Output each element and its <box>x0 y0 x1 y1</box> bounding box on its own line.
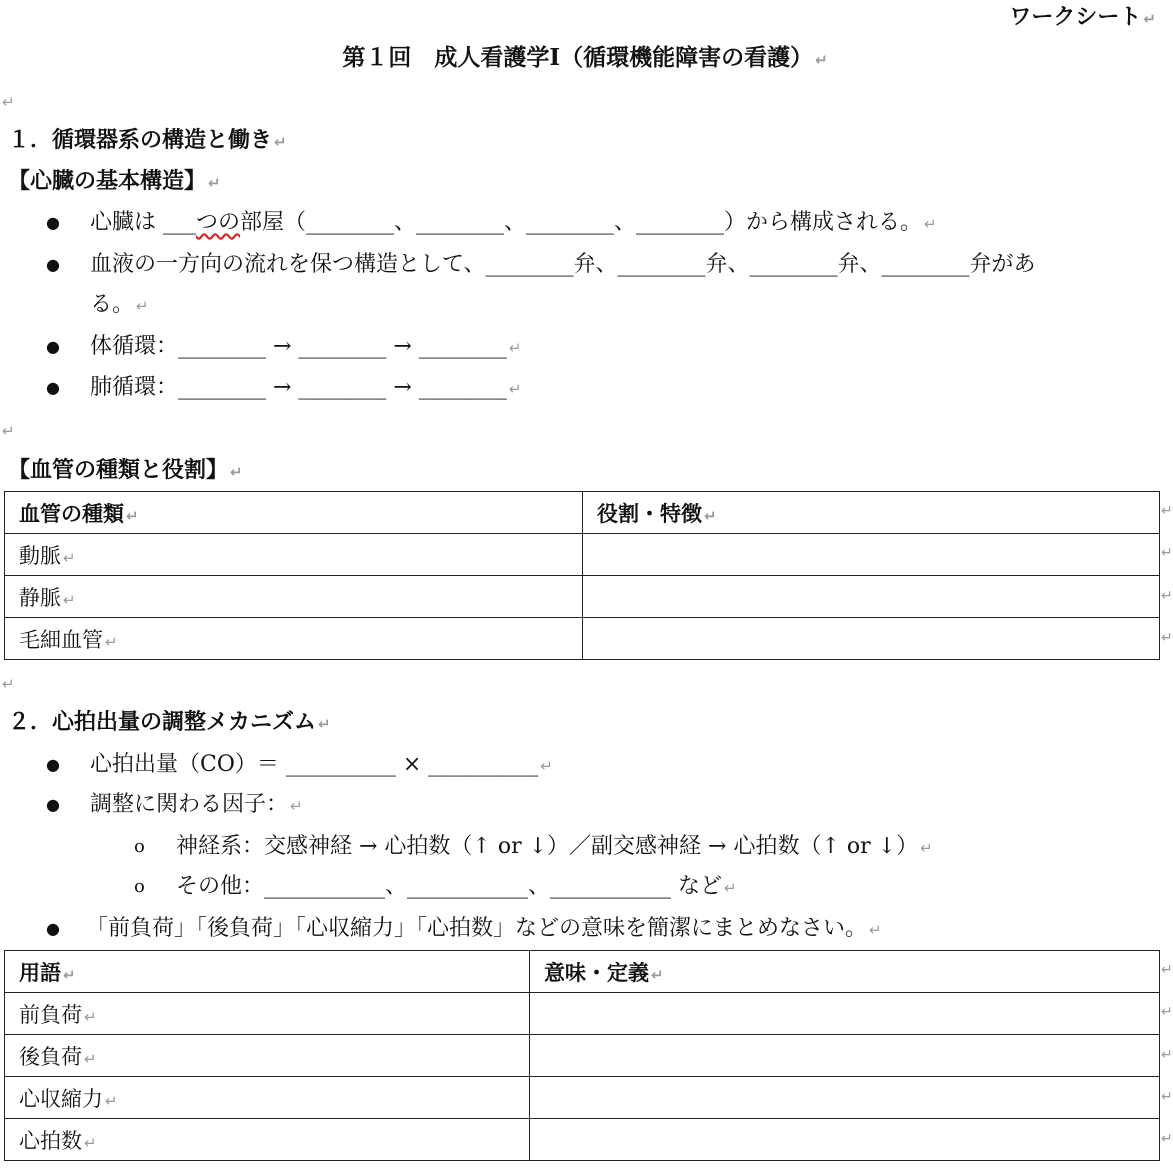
sub-bullet-circle: o <box>134 876 145 897</box>
row-end-mark: ↵ <box>1161 588 1173 604</box>
list-item-text: その他：___________、___________、___________ など ↵ <box>176 874 737 899</box>
table-cell[interactable]: 前負荷 ↵ <box>5 993 530 1035</box>
table-row <box>5 1035 1160 1077</box>
answer-cell[interactable] <box>583 618 1160 660</box>
list-item-text: 「前負荷」「後負荷」「心収縮力」「心拍数」などの意味を簡潔にまとめなさい。 ↵ <box>86 916 882 941</box>
table-header-cell[interactable]: 意味・定義 ↵ <box>530 951 1160 993</box>
bullet-dot: ● <box>46 378 60 397</box>
section1-heading: １．循環器系の構造と働き ↵ <box>8 127 287 153</box>
table-cell[interactable]: 心拍数 ↵ <box>5 1119 530 1161</box>
table-header-cell[interactable]: 用語 ↵ <box>5 951 530 993</box>
table-cell[interactable]: 毛細血管 ↵ <box>5 618 583 660</box>
table-header-cell[interactable]: 役割・特徴 ↵ <box>583 492 1160 534</box>
list-item-text: 肺循環：________ → ________ → ________ ↵ <box>90 375 522 400</box>
row-end-mark: ↵ <box>1161 962 1173 978</box>
answer-cell[interactable] <box>530 993 1160 1035</box>
table-cell[interactable]: 心収縮力 ↵ <box>5 1077 530 1119</box>
table-header-row <box>5 492 1160 534</box>
list-item-text: 心臓は ___つの部屋（________、________、________、________）から構成される。 ↵ <box>90 210 937 235</box>
bullet-dot: ● <box>46 755 60 774</box>
table-row <box>5 576 1160 618</box>
table-header-cell[interactable]: 血管の種類 ↵ <box>5 492 583 534</box>
bullet-dot: ● <box>46 337 60 356</box>
table-cell[interactable]: 動脈 ↵ <box>5 534 583 576</box>
empty-paragraph: ↵ <box>2 93 15 111</box>
row-end-mark: ↵ <box>1161 1047 1173 1063</box>
vessel-table <box>4 491 1160 660</box>
row-end-mark: ↵ <box>1161 1089 1173 1105</box>
table-cell[interactable]: 静脈 ↵ <box>5 576 583 618</box>
empty-paragraph: ↵ <box>2 675 15 693</box>
bullet-dot: ● <box>46 919 60 938</box>
term-table <box>4 950 1160 1161</box>
table-cell[interactable]: 後負荷 ↵ <box>5 1035 530 1077</box>
bullet-dot: ● <box>46 255 60 274</box>
answer-cell[interactable] <box>530 1035 1160 1077</box>
list-item-text: 調整に関わる因子： ↵ <box>90 792 303 817</box>
list-item-text: 心拍出量（CO）＝ __________ × __________ ↵ <box>90 752 553 777</box>
table-row <box>5 993 1160 1035</box>
document-title: 第１回 成人看護学Ⅰ（循環機能障害の看護） ↵ <box>342 44 828 71</box>
row-end-mark: ↵ <box>1161 503 1173 519</box>
vessel-subheading: 【血管の種類と役割】 ↵ <box>8 457 243 483</box>
answer-cell[interactable] <box>583 534 1160 576</box>
list-item-text: 血液の一方向の流れを保つ構造として、________弁、________弁、________弁、________弁があ <box>90 252 1036 277</box>
section2-heading: ２．心拍出量の調整メカニズム ↵ <box>8 709 331 735</box>
list-item-text: 神経系：交感神経 → 心拍数（↑ or ↓）／副交感神経 → 心拍数（↑ or ↓） ↵ <box>176 834 933 859</box>
answer-cell[interactable] <box>583 576 1160 618</box>
row-end-mark: ↵ <box>1161 545 1173 561</box>
list-item-text: 体循環：________ → ________ → ________ ↵ <box>90 334 522 359</box>
bullet-dot: ● <box>46 213 60 232</box>
worksheet-label: ワークシート ↵ <box>1009 4 1156 30</box>
bullet-dot: ● <box>46 795 60 814</box>
empty-paragraph: ↵ <box>2 422 15 440</box>
table-row <box>5 1119 1160 1161</box>
row-end-mark: ↵ <box>1161 630 1173 646</box>
heart-structure-subheading: 【心臓の基本構造】 ↵ <box>8 168 221 194</box>
spellcheck-underline: つの <box>196 210 241 235</box>
sub-bullet-circle: o <box>134 836 145 857</box>
table-row <box>5 618 1160 660</box>
table-row <box>5 1077 1160 1119</box>
answer-cell[interactable] <box>530 1119 1160 1161</box>
row-end-mark: ↵ <box>1161 1131 1173 1147</box>
table-header-row <box>5 951 1160 993</box>
answer-cell[interactable] <box>530 1077 1160 1119</box>
row-end-mark: ↵ <box>1161 1004 1173 1020</box>
table-row <box>5 534 1160 576</box>
